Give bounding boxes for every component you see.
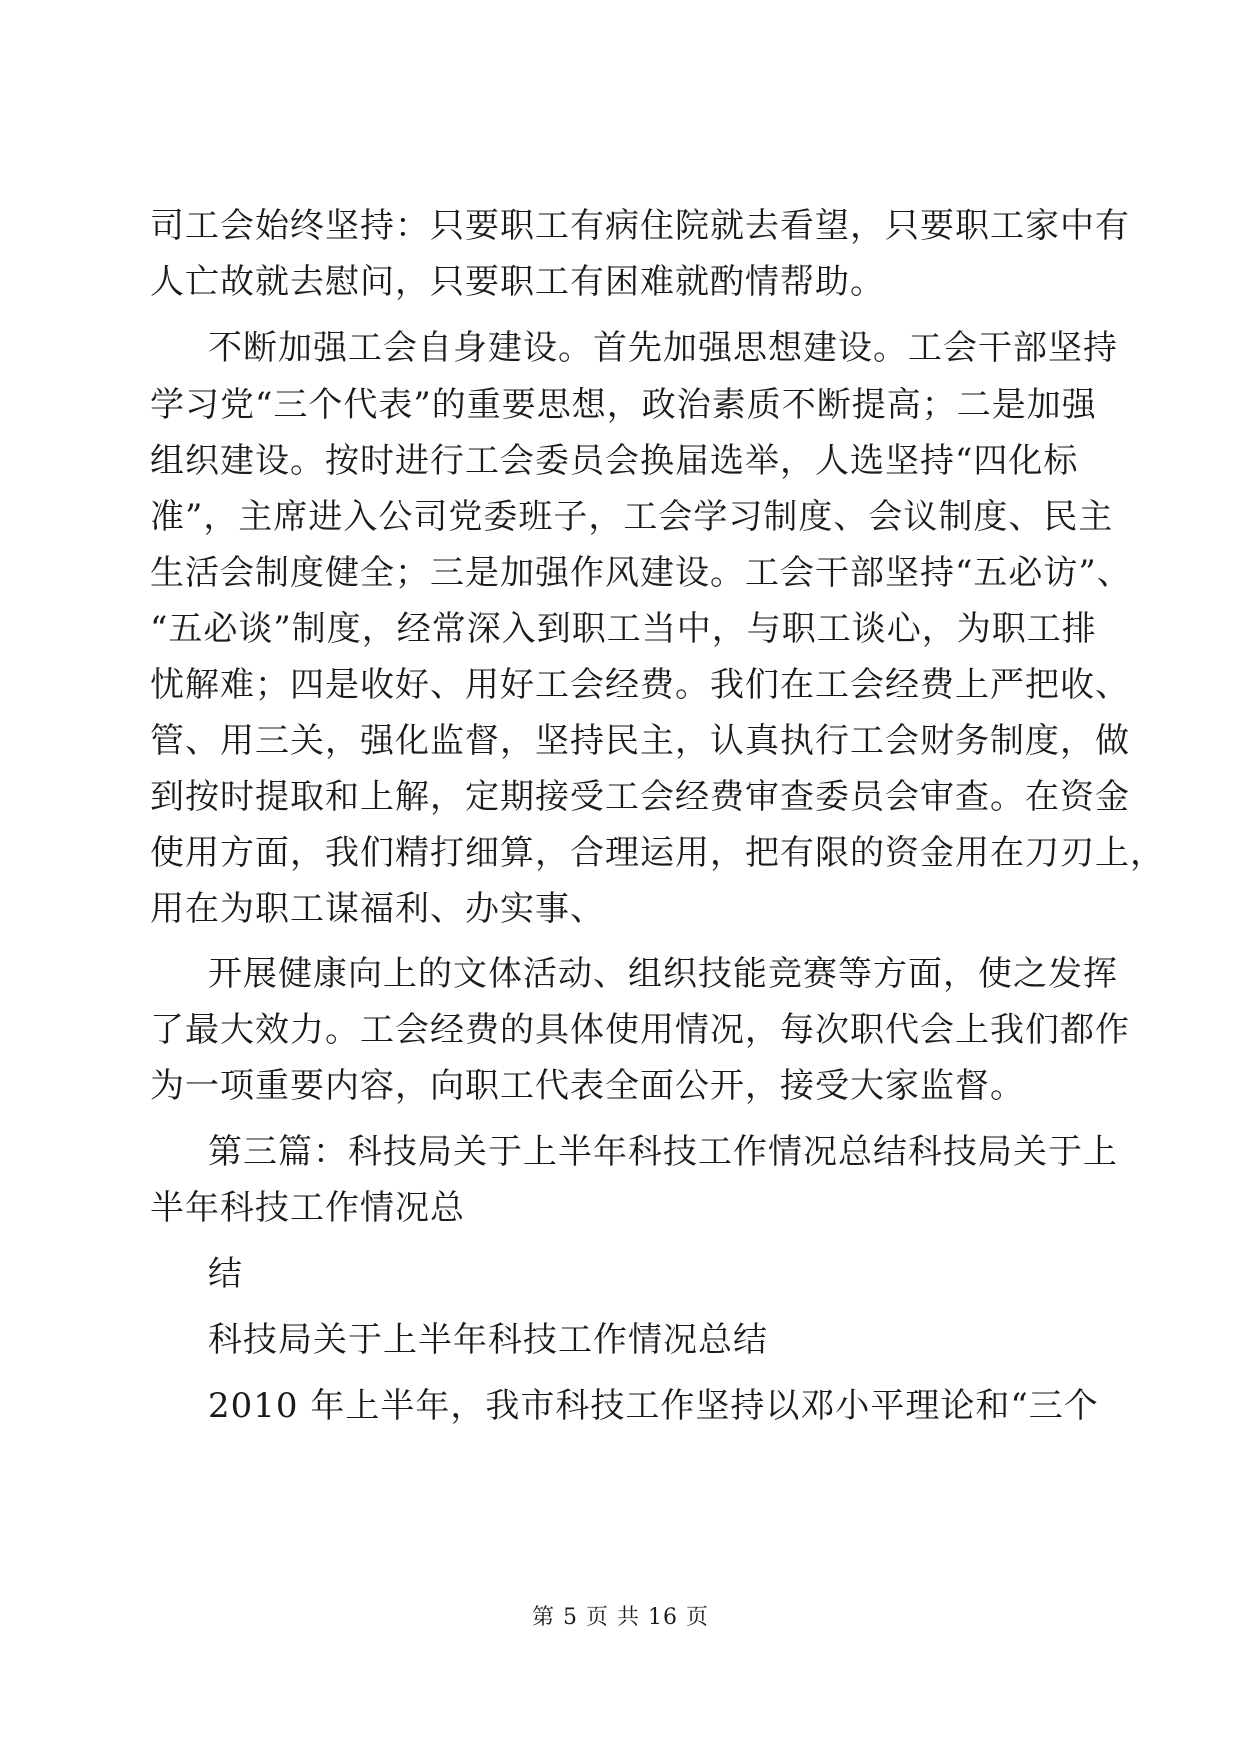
text-line-14: 开展健康向上的文体活动、组织技能竞赛等方面，使之发挥: [208, 954, 1118, 994]
text-line-9: 忧解难；四是收好、用好工会经费。我们在工会经费上严把收、: [150, 665, 1130, 705]
text-line-6: 准”，主席进入公司党委班子，工会学习制度、会议制度、民主: [150, 497, 1114, 537]
text-line-20: 科技局关于上半年科技工作情况总结: [208, 1320, 768, 1360]
text-line-18: 半年科技工作情况总: [150, 1188, 465, 1228]
text-line-1: 司工会始终坚持：只要职工有病住院就去看望，只要职工家中有: [150, 206, 1130, 246]
text-line-16: 为一项重要内容，向职工代表全面公开，接受大家监督。: [150, 1066, 1025, 1106]
text-line-4: 学习党“三个代表”的重要思想，政治素质不断提高；二是加强: [150, 385, 1097, 425]
text-line-10: 管、用三关，强化监督，坚持民主，认真执行工会财务制度，做: [150, 721, 1130, 761]
text-line-13: 用在为职工谋福利、办实事、: [150, 889, 605, 929]
text-line-5: 组织建设。按时进行工会委员会换届选举，人选坚持“四化标: [150, 441, 1079, 481]
text-line-2: 人亡故就去慰问，只要职工有困难就酌情帮助。: [150, 262, 885, 302]
text-line-21: 2010 年上半年，我市科技工作坚持以邓小平理论和“三个: [208, 1386, 1099, 1426]
text-line-3: 不断加强工会自身建设。首先加强思想建设。工会干部坚持: [208, 328, 1118, 368]
text-line-8: “五必谈”制度，经常深入到职工当中，与职工谈心，为职工排: [150, 609, 1097, 649]
text-line-12: 使用方面，我们精打细算，合理运用，把有限的资金用在刀刃上，: [150, 833, 1165, 873]
page-number-footer: 第 5 页 共 16 页: [532, 1605, 709, 1630]
text-line-11: 到按时提取和上解，定期接受工会经费审查委员会审查。在资金: [150, 777, 1130, 817]
text-line-19: 结: [208, 1254, 243, 1294]
text-line-7: 生活会制度健全；三是加强作风建设。工会干部坚持“五必访”、: [150, 553, 1132, 593]
text-line-17: 第三篇：科技局关于上半年科技工作情况总结科技局关于上: [208, 1132, 1118, 1172]
text-line-15: 了最大效力。工会经费的具体使用情况，每次职代会上我们都作: [150, 1010, 1130, 1050]
